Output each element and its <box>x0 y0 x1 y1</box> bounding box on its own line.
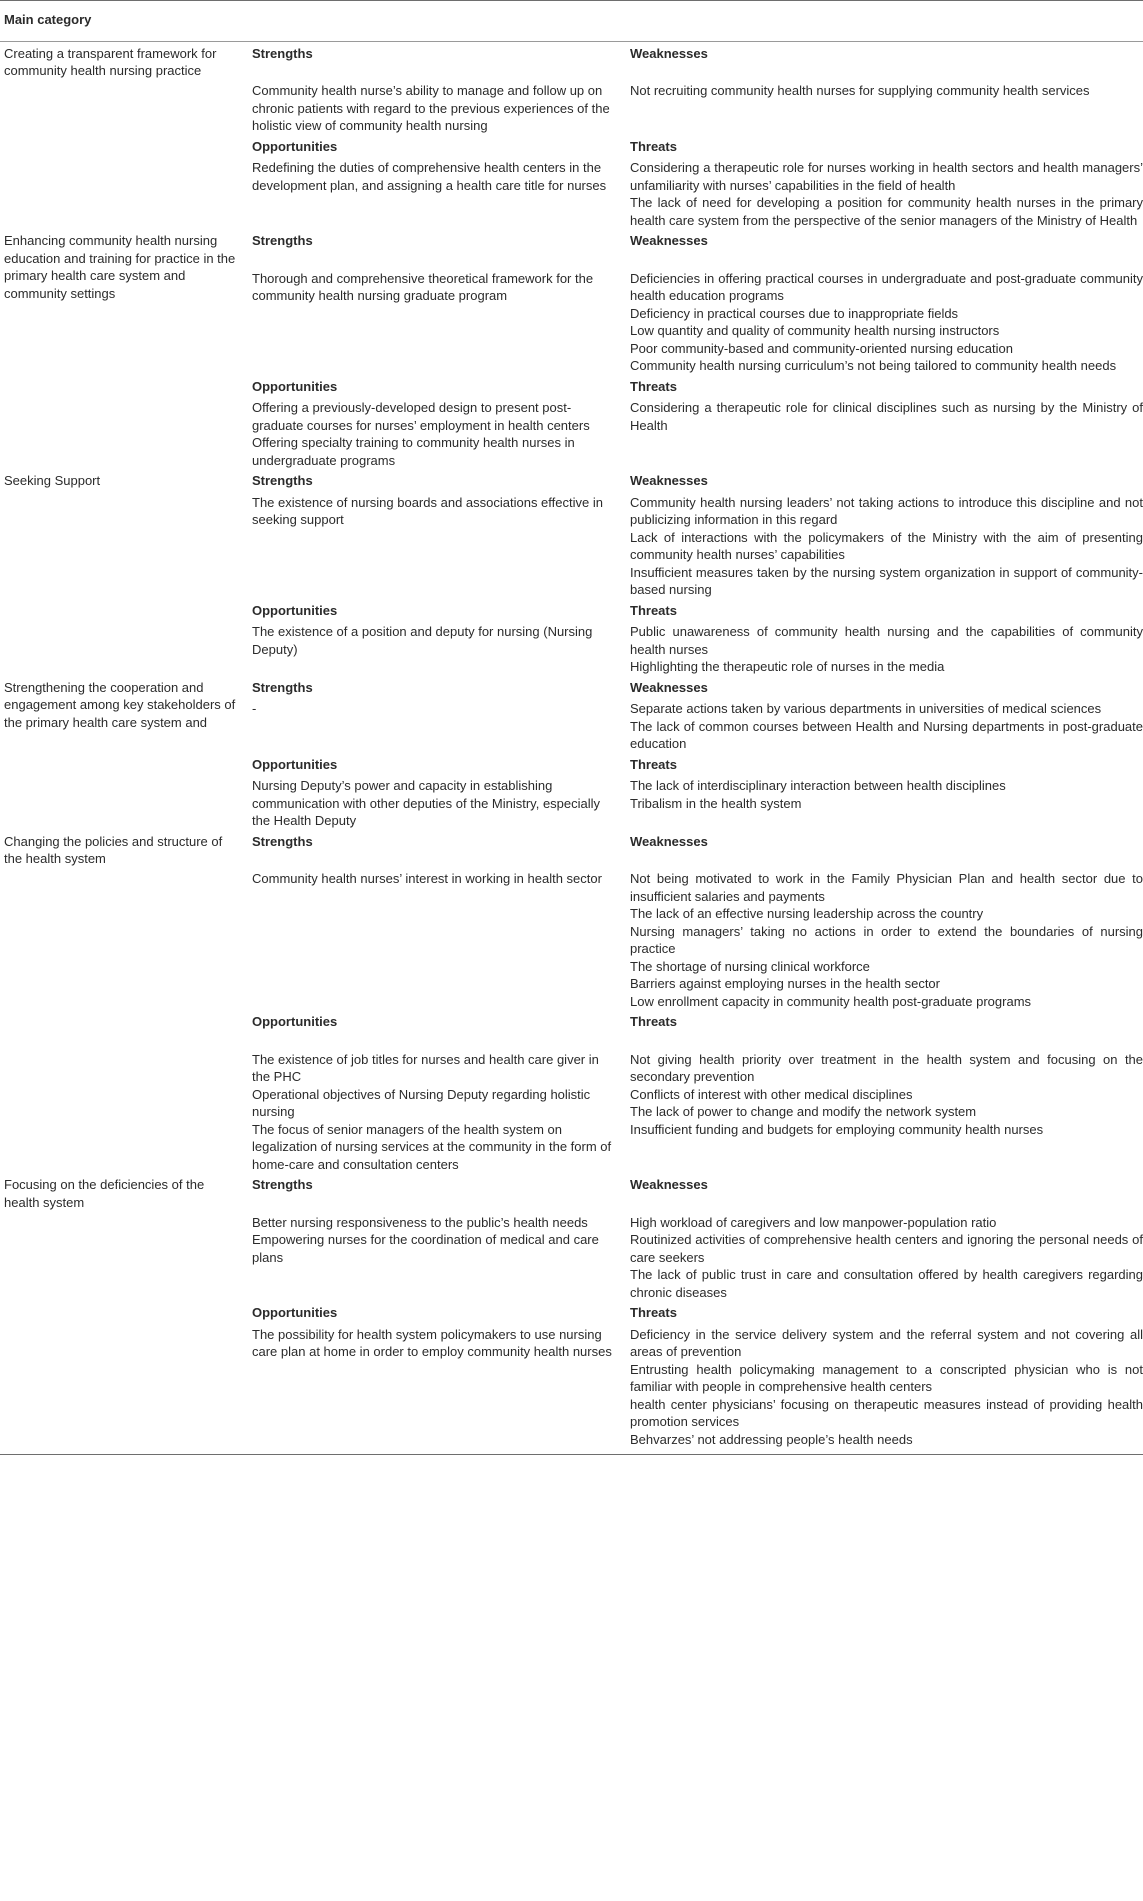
threat-item: Considering a therapeutic role for clinical disciplines such as nursing by the Ministry of Health <box>630 400 1143 433</box>
opportunities-cell <box>252 135 630 230</box>
threats-heading: Threats <box>630 1305 677 1320</box>
strength-item: - <box>252 701 257 716</box>
weaknesses-cell <box>630 1173 1143 1301</box>
opportunity-item: Redefining the duties of comprehensive health centers in the development plan, and assigning a health care title for nurses <box>252 160 607 193</box>
weaknesses-cell <box>630 469 1143 599</box>
weakness-item: Barriers against employing nurses in the health sector <box>630 976 940 991</box>
table-row <box>0 830 1143 1011</box>
opportunity-item: Nursing Deputy’s power and capacity in establishing communication with other deputies of the Ministry, especially the Health Deputy <box>252 778 601 828</box>
opportunities-heading: Opportunities <box>252 138 338 154</box>
weakness-item: The lack of an effective nursing leadership across the country <box>630 906 984 921</box>
threat-item: Not giving health priority over treatment in the health system and focusing on the secondary prevention <box>630 1051 1143 1084</box>
opportunities-cell <box>252 753 630 830</box>
threat-item: Behvarzes’ not addressing people’s health needs <box>630 1431 913 1447</box>
weakness-item: Community health nursing leaders’ not taking actions to introduce this discipline and not publicizing information in this regard <box>630 494 1143 527</box>
weaknesses-heading: Weaknesses <box>630 679 708 695</box>
strengths-heading: Strengths <box>252 233 313 248</box>
threats-cell <box>630 1010 1143 1173</box>
opportunity-item: The focus of senior managers of the health system on legalization of nursing services at the community in the form of home-care and consultation centers <box>252 1121 612 1172</box>
opportunities-heading: Opportunities <box>252 602 338 618</box>
main-category-cell: Strengthening the cooperation and engagement among key stakeholders of the primary health care system and <box>4 679 236 730</box>
strengths-cell <box>252 676 630 753</box>
threat-item: Considering a therapeutic role for nurses working in health sectors and health managers’ unfamiliarity with nurses’ capabilities in the field of health <box>630 160 1143 193</box>
threat-item: The lack of interdisciplinary interaction between health disciplines <box>630 778 1006 793</box>
threat-item: Tribalism in the health system <box>630 795 802 811</box>
weaknesses-heading: Weaknesses <box>630 1177 708 1192</box>
weaknesses-heading: Weaknesses <box>630 473 708 488</box>
threats-cell <box>630 753 1143 830</box>
opportunities-heading: Opportunities <box>252 756 338 772</box>
weakness-item: Poor community-based and community-oriented nursing education <box>630 340 1013 356</box>
threats-heading: Threats <box>630 378 677 394</box>
strength-item: Thorough and comprehensive theoretical framework for the community health nursing graduate program <box>252 270 594 303</box>
weakness-item: Not recruiting community health nurses for supplying community health services <box>630 83 1090 98</box>
table-row <box>0 41 1143 135</box>
threat-item: Deficiency in the service delivery system and the referral system and not covering all areas of prevention <box>630 1326 1143 1359</box>
threats-heading: Threats <box>630 1014 677 1029</box>
main-category-cell: Focusing on the deficiencies of the health system <box>0 1173 252 1455</box>
weaknesses-cell <box>630 41 1143 135</box>
opportunities-heading: Opportunities <box>252 1305 338 1320</box>
threat-item: The lack of power to change and modify the network system <box>630 1104 977 1119</box>
weakness-item: The lack of public trust in care and consultation offered by health caregivers regarding chronic diseases <box>630 1267 1143 1300</box>
strength-item: Community health nurse’s ability to manage and follow up on chronic patients with regard to the previous experiences of the holistic view of community health nursing <box>252 83 610 133</box>
weaknesses-heading: Weaknesses <box>630 233 708 248</box>
weakness-item: Community health nursing curriculum’s not being tailored to community health needs <box>630 358 1117 373</box>
strengths-cell <box>252 830 630 1011</box>
weakness-item: High workload of caregivers and low manpower-population ratio <box>630 1214 997 1230</box>
weaknesses-cell <box>630 830 1143 1011</box>
main-category-cell: Creating a transparent framework for community health nursing practice <box>4 45 217 78</box>
weakness-item: Low enrollment capacity in community health post-graduate programs <box>630 993 1032 1009</box>
opportunities-cell <box>252 1010 630 1173</box>
threats-heading: Threats <box>630 602 677 618</box>
threat-item: Conflicts of interest with other medical disciplines <box>630 1086 913 1102</box>
opportunities-heading: Opportunities <box>252 1014 338 1029</box>
threats-cell <box>630 375 1143 470</box>
strengths-cell <box>252 229 630 375</box>
threat-item: Entrusting health policymaking management to a conscripted physician who is not familiar with people in comprehensive health centers <box>630 1361 1143 1394</box>
weakness-item: Nursing managers’ taking no actions in order to extend the boundaries of nursing practice <box>630 923 1143 956</box>
strengths-heading: Strengths <box>252 45 313 61</box>
strengths-heading: Strengths <box>252 1177 313 1192</box>
strength-item: Community health nurses’ interest in working in health sector <box>252 871 602 886</box>
weakness-item: Separate actions taken by various departments in universities of medical sciences <box>630 701 1102 716</box>
table-row <box>0 469 1143 599</box>
threat-item: health center physicians’ focusing on therapeutic measures instead of providing health promotion services <box>630 1396 1143 1429</box>
threats-heading: Threats <box>630 756 677 772</box>
weaknesses-heading: Weaknesses <box>630 833 708 849</box>
threats-cell <box>630 135 1143 230</box>
table-row <box>0 229 1143 375</box>
main-category-cell: Changing the policies and structure of the health system <box>4 833 223 866</box>
strengths-cell <box>252 469 630 599</box>
weaknesses-cell <box>630 676 1143 753</box>
strength-item: The existence of nursing boards and associations effective in seeking support <box>252 494 603 527</box>
main-category-cell: Enhancing community health nursing education and training for practice in the primary health care system and community settings <box>4 233 236 301</box>
weaknesses-heading: Weaknesses <box>630 45 708 61</box>
strengths-heading: Strengths <box>252 473 313 488</box>
weakness-item: Deficiencies in offering practical courses in undergraduate and post-graduate community health education programs <box>630 270 1143 303</box>
weakness-item: Deficiency in practical courses due to inappropriate fields <box>630 305 959 321</box>
strength-item: Better nursing responsiveness to the public’s health needs <box>252 1214 588 1230</box>
threats-cell <box>630 1301 1143 1455</box>
weakness-item: The shortage of nursing clinical workforce <box>630 958 870 974</box>
weakness-item: Not being motivated to work in the Family Physician Plan and health sector due to insufficient salaries and payments <box>630 871 1143 904</box>
threat-item: Insufficient funding and budgets for employing community health nurses <box>630 1121 1044 1137</box>
strengths-heading: Strengths <box>252 833 313 849</box>
table-row <box>0 676 1143 753</box>
threat-item: Public unawareness of community health nursing and the capabilities of community health nurses <box>630 624 1143 657</box>
opportunity-item: Offering a previously-developed design to present post-graduate courses for nurses’ employment in health centers Offering specialty training to community health nurses in undergraduate programs <box>252 400 590 468</box>
opportunity-item: The possibility for health system policymakers to use nursing care plan at home in order to employ community health nurses <box>252 1326 612 1359</box>
opportunity-item: The existence of job titles for nurses and health care giver in the PHC <box>252 1051 599 1084</box>
weakness-item: Insufficient measures taken by the nursing system organization in support of community-based nursing <box>630 564 1143 597</box>
threat-item: Highlighting the therapeutic role of nurses in the media <box>630 659 945 674</box>
table-row <box>0 1173 1143 1301</box>
main-category-cell: Seeking Support <box>4 473 101 488</box>
strength-item: Empowering nurses for the coordination of medical and care plans <box>252 1232 599 1265</box>
weakness-item: Routinized activities of comprehensive health centers and ignoring the personal needs of care seekers <box>630 1232 1143 1265</box>
threat-item: The lack of need for developing a position for community health nurses in the primary health care system from the perspective of the senior managers of the Ministry of Health <box>630 195 1143 228</box>
strengths-heading: Strengths <box>252 679 313 695</box>
opportunities-cell <box>252 375 630 470</box>
opportunities-heading: Opportunities <box>252 378 338 394</box>
threats-heading: Threats <box>630 138 677 154</box>
strengths-cell <box>252 1173 630 1301</box>
weakness-item: Lack of interactions with the policymakers of the Ministry with the aim of presenting community health nurses’ capabilities <box>630 529 1143 562</box>
strengths-cell <box>252 41 630 135</box>
opportunity-item: The existence of a position and deputy for nursing (Nursing Deputy) <box>252 624 593 657</box>
opportunities-cell <box>252 599 630 676</box>
opportunities-cell <box>252 1301 630 1455</box>
opportunity-item: Operational objectives of Nursing Deputy regarding holistic nursing <box>252 1086 591 1119</box>
threats-cell <box>630 599 1143 676</box>
table-header-row <box>0 1 1143 42</box>
main-category-header: Main category <box>0 1 1143 42</box>
weakness-item: Low quantity and quality of community health nursing instructors <box>630 323 1000 338</box>
weaknesses-cell <box>630 229 1143 375</box>
weakness-item: The lack of common courses between Health and Nursing departments in post-graduate education <box>630 718 1143 751</box>
